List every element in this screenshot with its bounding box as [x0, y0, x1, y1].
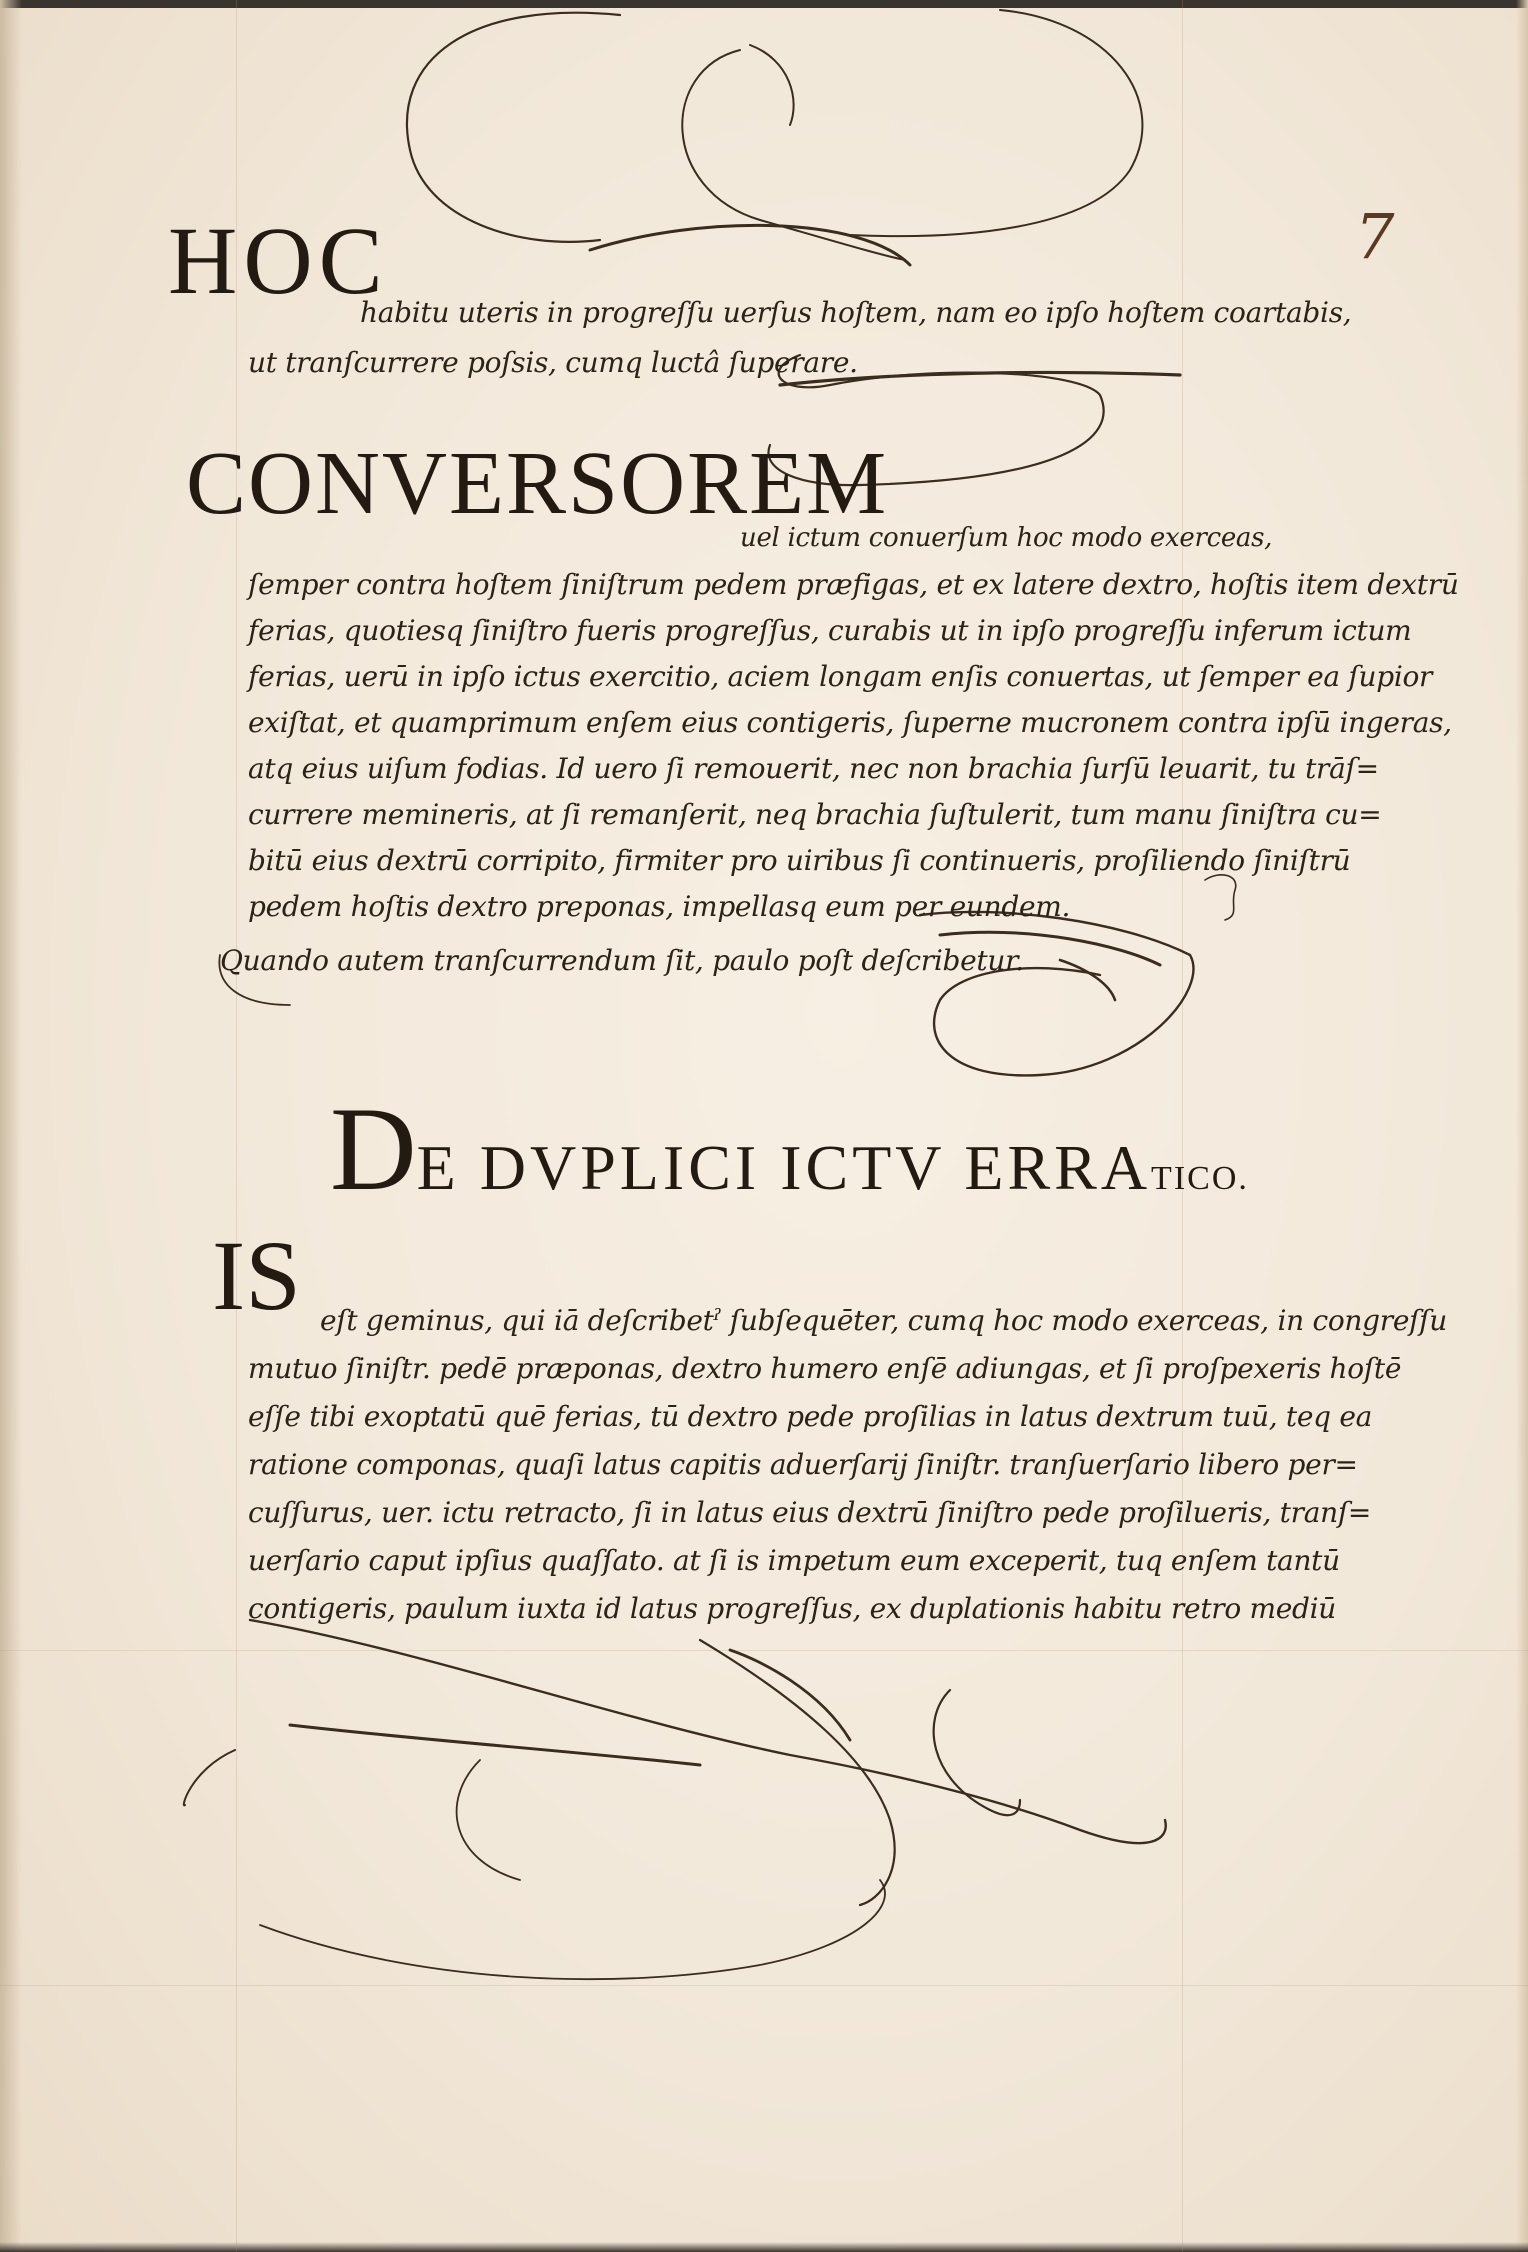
- para2-first-line: [740, 515, 1272, 561]
- flourish-bottom-cross-1: [700, 1640, 895, 1905]
- flourish-top-loop: [590, 225, 910, 265]
- text-line: ratione componas, quaſi latus capitis aduerſarij ſiniſtr. tranſuerſario libero per=: [248, 1448, 1358, 1481]
- flourish-top-mid-loop: [682, 50, 905, 260]
- heading-text: E DVPLICI ICTV ERRA: [416, 1132, 1152, 1203]
- flourish-bottom-ellipse: [260, 1880, 885, 1979]
- text-line: ſemper contra hoſtem ſiniſtrum pedem præfigas, et ex latere dextro, hoſtis item dextrū: [248, 568, 1459, 601]
- flourish-bottom-left-arc: [184, 1750, 235, 1805]
- text-line: cuſſurus, uer. ictu retracto, ſi in latus eius dextrū ſiniſtro pede proſilueris, tranſ=: [248, 1496, 1372, 1529]
- text-line: eſſe tibi exoptatū quē ferias, tū dextro pede proſilias in latus dextrum tuū, teq ea: [248, 1400, 1373, 1433]
- text-line: ferias, quotiesq ſiniſtro fueris progreſſus, curabis ut in ipſo progreſſu inferum ictum: [248, 614, 1412, 647]
- para1-first-line: [360, 290, 1351, 336]
- para3-initial: IS: [212, 1220, 301, 1331]
- text-line: uel ictum conuerſum hoc modo exerceas,: [740, 523, 1273, 553]
- text-line: exiſtat, et quamprimum enſem eius contigeris, ſuperne mucronem contra ipſū ingeras,: [248, 706, 1452, 739]
- para1-initial: HOC: [168, 207, 389, 314]
- section-heading: [330, 1080, 1249, 1218]
- flourish-bottom-bar: [290, 1725, 700, 1765]
- text-line: Quando autem tranſcurrendum ſit, paulo poſt deſcribetur.: [220, 944, 1024, 977]
- flourish-top-hook: [750, 45, 794, 125]
- heading-tail: TICO.: [1151, 1160, 1249, 1197]
- para2-last-line: [220, 938, 1024, 984]
- para3-body: [248, 1345, 1401, 1633]
- flourish-bottom-cross-2: [730, 1650, 850, 1740]
- text-line: habitu uteris in progreſſu uerſus hoſtem, nam eo ipſo hoſtem coartabis,: [360, 296, 1352, 329]
- text-line: bitū eius dextrū corripito, firmiter pro uiribus ſi continueris, proſiliendo ſiniſtrū: [248, 844, 1351, 877]
- text-line: currere memineris, at ſi remanſerit, neq brachia ſuſtulerit, tum manu ſiniſtra cu=: [248, 798, 1382, 831]
- flourish-top-right-loop: [850, 10, 1142, 236]
- text-line: uerſario caput ipſius quaſſato. at ſi is impetum eum exceperit, tuq enſem tantū: [248, 1544, 1340, 1577]
- text-line: ferias, uerū in ipſo ictus exercitio, aciem longam enſis conuertas, ut ſemper ea ſupior: [248, 660, 1433, 693]
- text-line: pedem hoſtis dextro preponas, impellasq eum per eundem.: [248, 890, 1071, 923]
- folio-number: 7: [1355, 200, 1395, 273]
- text-line: eſt geminus, qui iā deſcribetˀ ſubſequēter, cumq hoc modo exerceas, in congreſſu: [320, 1304, 1447, 1337]
- text-line: mutuo ſiniſtr. pedē præponas, dextro humero enſē adiungas, et ſi proſpexeris hoſtē: [248, 1352, 1402, 1385]
- flourish-para2-tail: [1060, 960, 1115, 1000]
- para2-initial: CONVERSOREM: [186, 434, 889, 533]
- flourish-bottom-long-swash: [250, 1620, 1166, 1843]
- text-line: ut tranſcurrere poſsis, cumq luctâ ſuperare.: [248, 346, 858, 379]
- para3-first-line: [320, 1298, 1447, 1344]
- heading-initial: D: [330, 1082, 417, 1215]
- para1-body: [248, 340, 858, 386]
- text-line: atq eius uiſum fodias. Id uero ſi remouerit, nec non brachia ſurſū leuarit, tu trāſ=: [248, 752, 1379, 785]
- flourish-bottom-loop: [457, 1760, 520, 1880]
- para2-body: [248, 562, 1459, 930]
- flourish-top-left-loop: [407, 13, 620, 242]
- text-line: contigeris, paulum iuxta id latus progreſſus, ex duplationis habitu retro mediū: [248, 1592, 1337, 1625]
